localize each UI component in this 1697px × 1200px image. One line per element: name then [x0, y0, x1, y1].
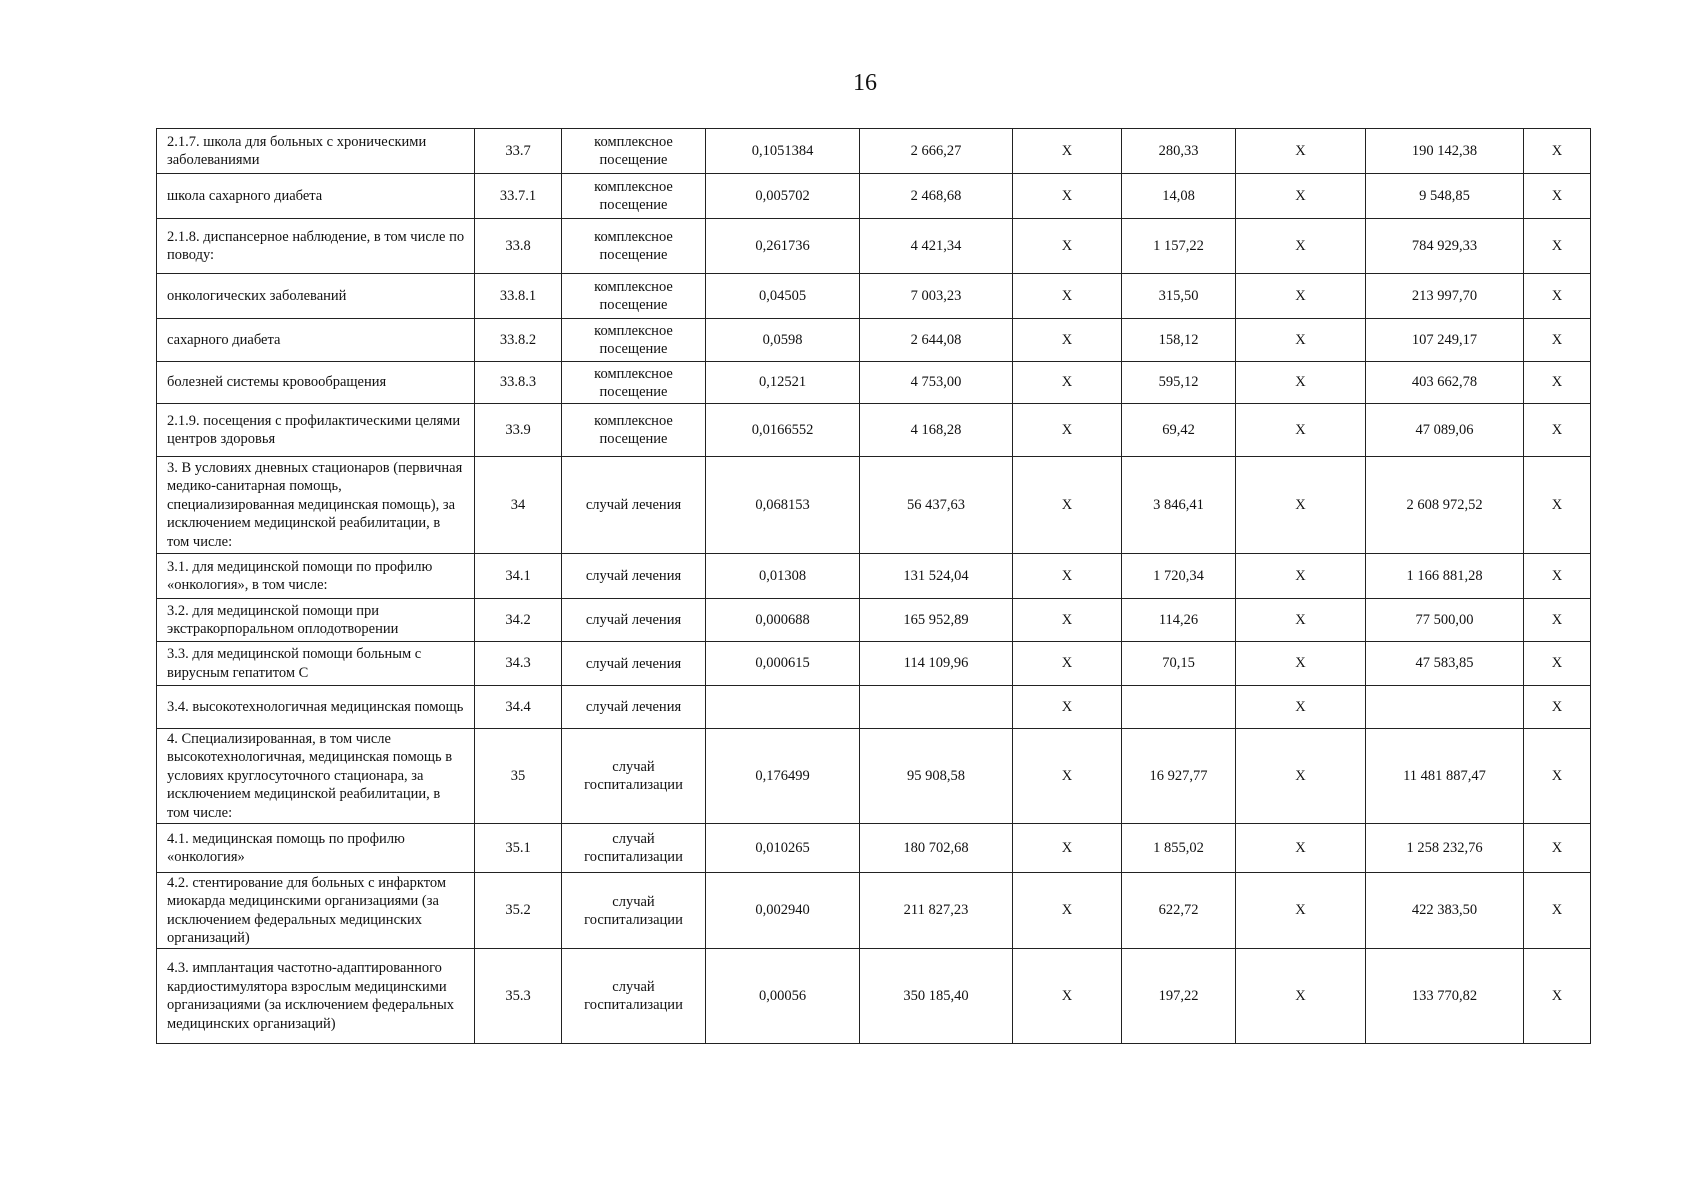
row-volume-cell: 0,04505: [706, 274, 860, 319]
row-cost-cell: 350 185,40: [860, 949, 1013, 1044]
row-code-cell: 35.3: [475, 949, 562, 1044]
table-row: [157, 554, 1591, 599]
row-unit-cell: случай лечения: [562, 599, 706, 642]
row-name-cell: 4. Специализированная, в том числе высокотехнологичная, медицинская помощь в условиях круглосуточного стационара, за исключением медицинской реабилитации, в том числе:: [157, 729, 475, 824]
row-volume-cell: 0,1051384: [706, 129, 860, 174]
row-volume-cell: [706, 686, 860, 729]
row-x-cell: Х: [1013, 274, 1122, 319]
row-name-cell: онкологических заболеваний: [157, 274, 475, 319]
row-per-capita-cell: 197,22: [1122, 949, 1236, 1044]
row-volume-cell: 0,12521: [706, 362, 860, 404]
row-x-cell: Х: [1013, 174, 1122, 219]
row-x-cell: Х: [1013, 129, 1122, 174]
row-x-cell: Х: [1013, 729, 1122, 824]
row-x-cell: Х: [1236, 729, 1366, 824]
row-per-capita-cell: 70,15: [1122, 642, 1236, 686]
row-per-capita-cell: 622,72: [1122, 873, 1236, 949]
row-code-cell: 33.9: [475, 404, 562, 457]
row-x-cell: Х: [1013, 219, 1122, 274]
row-volume-cell: 0,000688: [706, 599, 860, 642]
row-volume-cell: 0,0598: [706, 319, 860, 362]
row-unit-cell: комплексное посещение: [562, 219, 706, 274]
row-x-cell: Х: [1524, 219, 1591, 274]
row-code-cell: 34.2: [475, 599, 562, 642]
row-cost-cell: 2 468,68: [860, 174, 1013, 219]
row-cost-cell: 56 437,63: [860, 457, 1013, 554]
table-row: [157, 873, 1591, 949]
row-volume-cell: 0,176499: [706, 729, 860, 824]
row-name-cell: 3. В условиях дневных стационаров (первичная медико-санитарная помощь, специализированная медицинская помощь), за исключением медицинской реабилитации, в том числе:: [157, 457, 475, 554]
row-total-cell: 9 548,85: [1366, 174, 1524, 219]
row-total-cell: 11 481 887,47: [1366, 729, 1524, 824]
row-per-capita-cell: 1 855,02: [1122, 824, 1236, 873]
table-row: [157, 642, 1591, 686]
table-row: [157, 219, 1591, 274]
row-unit-cell: случай госпитализации: [562, 824, 706, 873]
row-x-cell: Х: [1013, 457, 1122, 554]
row-per-capita-cell: 3 846,41: [1122, 457, 1236, 554]
row-unit-cell: случай госпитализации: [562, 873, 706, 949]
row-per-capita-cell: 158,12: [1122, 319, 1236, 362]
row-cost-cell: 2 666,27: [860, 129, 1013, 174]
row-unit-cell: случай лечения: [562, 686, 706, 729]
row-x-cell: Х: [1236, 404, 1366, 457]
row-unit-cell: случай лечения: [562, 457, 706, 554]
row-name-cell: сахарного диабета: [157, 319, 475, 362]
row-cost-cell: 2 644,08: [860, 319, 1013, 362]
row-cost-cell: 180 702,68: [860, 824, 1013, 873]
row-unit-cell: случай госпитализации: [562, 949, 706, 1044]
table-row: [157, 129, 1591, 174]
row-per-capita-cell: 69,42: [1122, 404, 1236, 457]
row-code-cell: 33.8.3: [475, 362, 562, 404]
row-volume-cell: 0,010265: [706, 824, 860, 873]
row-x-cell: Х: [1524, 457, 1591, 554]
row-x-cell: Х: [1524, 362, 1591, 404]
row-x-cell: Х: [1013, 319, 1122, 362]
row-total-cell: 403 662,78: [1366, 362, 1524, 404]
row-volume-cell: 0,000615: [706, 642, 860, 686]
row-per-capita-cell: 1 157,22: [1122, 219, 1236, 274]
row-per-capita-cell: 280,33: [1122, 129, 1236, 174]
table-row: [157, 362, 1591, 404]
row-per-capita-cell: 315,50: [1122, 274, 1236, 319]
row-unit-cell: комплексное посещение: [562, 174, 706, 219]
row-x-cell: Х: [1236, 457, 1366, 554]
row-unit-cell: комплексное посещение: [562, 362, 706, 404]
row-x-cell: Х: [1013, 686, 1122, 729]
row-cost-cell: 4 421,34: [860, 219, 1013, 274]
row-cost-cell: 165 952,89: [860, 599, 1013, 642]
row-name-cell: 2.1.9. посещения с профилактическими целями центров здоровья: [157, 404, 475, 457]
row-x-cell: Х: [1236, 949, 1366, 1044]
table-row: [157, 686, 1591, 729]
row-code-cell: 34.3: [475, 642, 562, 686]
row-total-cell: 422 383,50: [1366, 873, 1524, 949]
row-volume-cell: 0,00056: [706, 949, 860, 1044]
row-x-cell: Х: [1013, 642, 1122, 686]
row-x-cell: Х: [1524, 174, 1591, 219]
row-code-cell: 35.2: [475, 873, 562, 949]
row-volume-cell: 0,0166552: [706, 404, 860, 457]
row-per-capita-cell: 14,08: [1122, 174, 1236, 219]
row-x-cell: Х: [1236, 129, 1366, 174]
row-total-cell: 47 089,06: [1366, 404, 1524, 457]
row-name-cell: 3.2. для медицинской помощи при экстракорпоральном оплодотворении: [157, 599, 475, 642]
row-total-cell: 47 583,85: [1366, 642, 1524, 686]
row-name-cell: школа сахарного диабета: [157, 174, 475, 219]
row-name-cell: 4.3. имплантация частотно-адаптированного кардиостимулятора взрослым медицинскими организациями (за исключением федеральных медицинских организаций): [157, 949, 475, 1044]
row-x-cell: Х: [1236, 362, 1366, 404]
row-x-cell: Х: [1013, 873, 1122, 949]
row-total-cell: 2 608 972,52: [1366, 457, 1524, 554]
row-x-cell: Х: [1013, 362, 1122, 404]
row-unit-cell: комплексное посещение: [562, 319, 706, 362]
row-x-cell: Х: [1236, 219, 1366, 274]
row-x-cell: Х: [1524, 554, 1591, 599]
row-volume-cell: 0,002940: [706, 873, 860, 949]
row-name-cell: 4.2. стентирование для больных с инфарктом миокарда медицинскими организациями (за исключением федеральных медицинских организаций): [157, 873, 475, 949]
row-volume-cell: 0,068153: [706, 457, 860, 554]
row-x-cell: Х: [1524, 686, 1591, 729]
row-x-cell: Х: [1236, 642, 1366, 686]
row-total-cell: 213 997,70: [1366, 274, 1524, 319]
table-row: [157, 174, 1591, 219]
row-code-cell: 34.4: [475, 686, 562, 729]
row-volume-cell: 0,005702: [706, 174, 860, 219]
row-x-cell: Х: [1524, 824, 1591, 873]
row-volume-cell: 0,01308: [706, 554, 860, 599]
row-x-cell: Х: [1236, 174, 1366, 219]
row-code-cell: 34.1: [475, 554, 562, 599]
row-name-cell: болезней системы кровообращения: [157, 362, 475, 404]
row-name-cell: 4.1. медицинская помощь по профилю «онкология»: [157, 824, 475, 873]
row-x-cell: Х: [1524, 729, 1591, 824]
row-cost-cell: 131 524,04: [860, 554, 1013, 599]
row-name-cell: 2.1.8. диспансерное наблюдение, в том числе по поводу:: [157, 219, 475, 274]
table-row: [157, 949, 1591, 1044]
row-cost-cell: 7 003,23: [860, 274, 1013, 319]
row-unit-cell: комплексное посещение: [562, 404, 706, 457]
row-x-cell: Х: [1524, 129, 1591, 174]
table-row: [157, 319, 1591, 362]
row-code-cell: 33.8: [475, 219, 562, 274]
row-x-cell: Х: [1524, 319, 1591, 362]
row-x-cell: Х: [1524, 873, 1591, 949]
row-cost-cell: 211 827,23: [860, 873, 1013, 949]
row-per-capita-cell: 1 720,34: [1122, 554, 1236, 599]
row-x-cell: Х: [1524, 404, 1591, 457]
row-x-cell: Х: [1524, 642, 1591, 686]
row-x-cell: Х: [1013, 949, 1122, 1044]
row-total-cell: [1366, 686, 1524, 729]
row-cost-cell: 95 908,58: [860, 729, 1013, 824]
row-code-cell: 35.1: [475, 824, 562, 873]
table-row: [157, 599, 1591, 642]
row-unit-cell: случай лечения: [562, 642, 706, 686]
row-name-cell: 3.1. для медицинской помощи по профилю «онкология», в том числе:: [157, 554, 475, 599]
row-per-capita-cell: 595,12: [1122, 362, 1236, 404]
table-row: [157, 824, 1591, 873]
row-code-cell: 33.7: [475, 129, 562, 174]
row-unit-cell: комплексное посещение: [562, 274, 706, 319]
row-name-cell: 3.4. высокотехнологичная медицинская помощь: [157, 686, 475, 729]
row-x-cell: Х: [1013, 554, 1122, 599]
table-row: [157, 404, 1591, 457]
data-table: [156, 128, 1591, 1044]
table-row: [157, 457, 1591, 554]
row-x-cell: Х: [1236, 319, 1366, 362]
row-x-cell: Х: [1236, 599, 1366, 642]
row-per-capita-cell: 16 927,77: [1122, 729, 1236, 824]
row-total-cell: 133 770,82: [1366, 949, 1524, 1044]
row-total-cell: 1 166 881,28: [1366, 554, 1524, 599]
row-x-cell: Х: [1236, 274, 1366, 319]
row-x-cell: Х: [1524, 949, 1591, 1044]
row-code-cell: 33.8.1: [475, 274, 562, 319]
row-total-cell: 77 500,00: [1366, 599, 1524, 642]
table-row: [157, 729, 1591, 824]
row-code-cell: 35: [475, 729, 562, 824]
row-unit-cell: случай госпитализации: [562, 729, 706, 824]
row-cost-cell: [860, 686, 1013, 729]
row-cost-cell: 114 109,96: [860, 642, 1013, 686]
row-cost-cell: 4 168,28: [860, 404, 1013, 457]
row-x-cell: Х: [1013, 599, 1122, 642]
row-code-cell: 33.8.2: [475, 319, 562, 362]
row-volume-cell: 0,261736: [706, 219, 860, 274]
row-code-cell: 34: [475, 457, 562, 554]
row-per-capita-cell: [1122, 686, 1236, 729]
row-cost-cell: 4 753,00: [860, 362, 1013, 404]
row-unit-cell: случай лечения: [562, 554, 706, 599]
row-total-cell: 1 258 232,76: [1366, 824, 1524, 873]
row-unit-cell: комплексное посещение: [562, 129, 706, 174]
row-name-cell: 3.3. для медицинской помощи больным с вирусным гепатитом С: [157, 642, 475, 686]
row-x-cell: Х: [1236, 554, 1366, 599]
page-number: 16: [853, 70, 877, 96]
row-total-cell: 107 249,17: [1366, 319, 1524, 362]
row-x-cell: Х: [1236, 873, 1366, 949]
row-x-cell: Х: [1013, 404, 1122, 457]
row-x-cell: Х: [1524, 599, 1591, 642]
row-total-cell: 190 142,38: [1366, 129, 1524, 174]
row-x-cell: Х: [1524, 274, 1591, 319]
row-x-cell: Х: [1013, 824, 1122, 873]
table-row: [157, 274, 1591, 319]
row-code-cell: 33.7.1: [475, 174, 562, 219]
row-per-capita-cell: 114,26: [1122, 599, 1236, 642]
row-total-cell: 784 929,33: [1366, 219, 1524, 274]
row-x-cell: Х: [1236, 686, 1366, 729]
row-x-cell: Х: [1236, 824, 1366, 873]
row-name-cell: 2.1.7. школа для больных с хроническими заболеваниями: [157, 129, 475, 174]
